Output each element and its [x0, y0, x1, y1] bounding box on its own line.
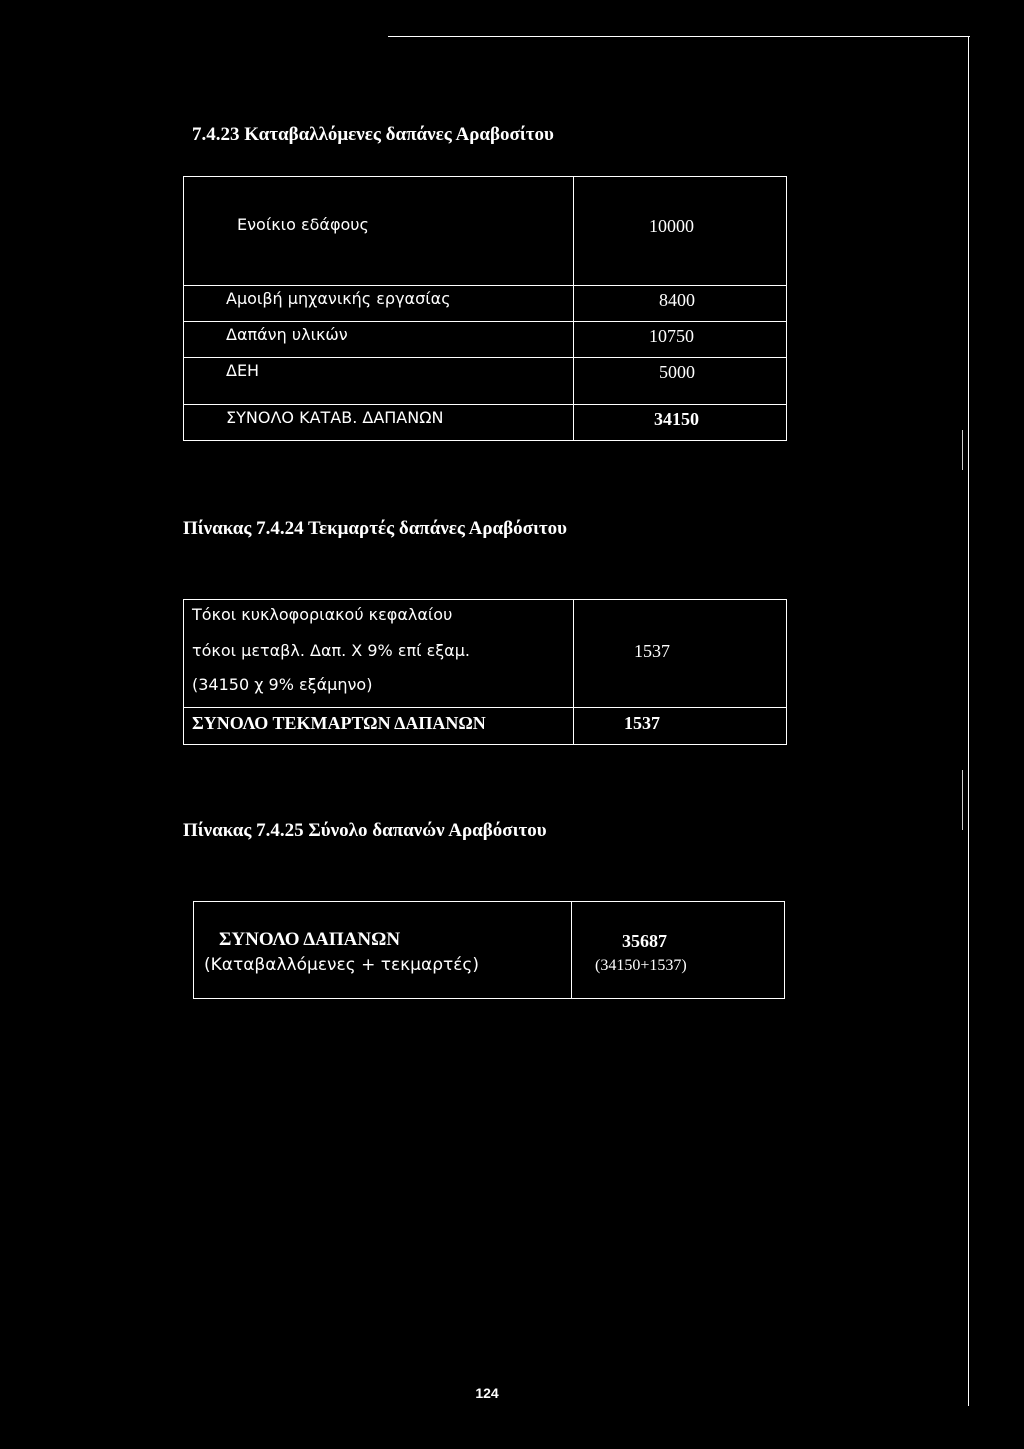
imputed-costs-table [183, 599, 787, 745]
page-frame-top-border [388, 36, 970, 37]
page-number: 124 [475, 1385, 499, 1401]
interest-value: 1537 [634, 641, 670, 661]
row-divider [184, 285, 786, 286]
row-divider [184, 321, 786, 322]
row-label: ΔΕΗ [226, 361, 260, 380]
column-divider [573, 177, 574, 440]
row-value: 10750 [649, 326, 694, 346]
row-label: Δαπάνη υλικών [226, 325, 348, 344]
row-value: 5000 [659, 362, 695, 382]
paid-costs-table [183, 176, 787, 441]
column-divider [573, 600, 574, 744]
page-frame-right-border [968, 36, 969, 1406]
grand-total-sublabel: (Καταβαλλόμενες + τεκμαρτές) [204, 955, 480, 975]
interest-line-1: Τόκοι κυκλοφοριακού κεφαλαίου [192, 605, 453, 624]
row-divider [184, 707, 786, 708]
column-divider [571, 902, 572, 998]
interest-line-3: (34150 χ 9% εξάμηνο) [192, 675, 373, 694]
total-label: ΣΥΝΟΛΟ ΤΕΚΜΑΡΤΩΝ ΔΑΠΑΝΩΝ [192, 713, 486, 733]
frame-scan-mark [962, 770, 963, 830]
frame-scan-mark [962, 430, 963, 470]
row-label: Ενοίκιο εδάφους [237, 215, 369, 234]
interest-line-2: τόκοι μεταβλ. Δαπ. Χ 9% επί εξαμ. [192, 641, 470, 660]
grand-total-value: 35687 [622, 931, 667, 951]
total-label: ΣΥΝΟΛΟ ΚΑΤΑΒ. ΔΑΠΑΝΩΝ [226, 408, 444, 427]
row-value: 10000 [649, 216, 694, 236]
row-label: Αμοιβή μηχανικής εργασίας [226, 289, 451, 308]
row-divider [184, 404, 786, 405]
row-value: 8400 [659, 290, 695, 310]
total-costs-table [193, 901, 785, 999]
total-value: 34150 [654, 409, 699, 429]
grand-total-formula: (34150+1537) [595, 957, 687, 974]
row-divider [184, 357, 786, 358]
section-heading-total-costs: Πίνακας 7.4.25 Σύνολο δαπανών Αραβόσιτου [183, 820, 547, 841]
section-heading-paid-costs: 7.4.23 Καταβαλλόμενες δαπάνες Αραβοσίτου [192, 124, 554, 145]
total-value: 1537 [624, 713, 660, 733]
section-heading-imputed-costs: Πίνακας 7.4.24 Τεκμαρτές δαπάνες Αραβόσιτου [183, 518, 567, 539]
grand-total-label: ΣΥΝΟΛΟ ΔΑΠΑΝΩΝ [219, 929, 401, 950]
